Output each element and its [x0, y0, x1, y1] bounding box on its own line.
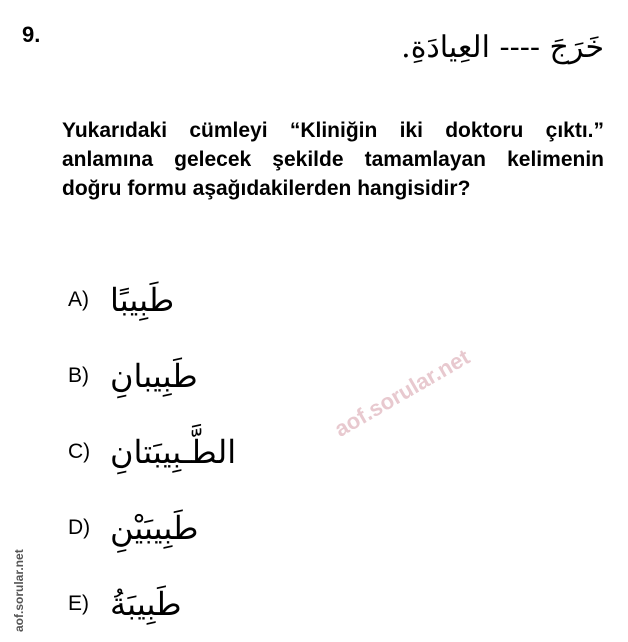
option-letter: C): [68, 440, 91, 463]
option-e[interactable]: [68, 566, 236, 642]
option-word: طَبِيبانِ: [110, 357, 198, 395]
option-letter: A): [68, 288, 89, 311]
option-word: طَبِيبَيْنِ: [110, 509, 199, 547]
center-watermark: aof.sorular.net: [330, 344, 474, 442]
option-word: طَبِيبَةُ: [110, 585, 182, 623]
option-a[interactable]: [68, 262, 236, 338]
option-letter: E): [68, 592, 89, 615]
answer-options: [68, 262, 236, 642]
option-d[interactable]: [68, 490, 236, 566]
option-word: طَبِيبًا: [110, 281, 175, 319]
option-letter: D): [68, 516, 91, 539]
option-c[interactable]: [68, 414, 236, 490]
arabic-sentence: خَرَجَ ---- العِيادَةِ.: [401, 30, 604, 65]
side-watermark: aof.sorular.net: [12, 549, 26, 632]
option-word: الطَّـبِيبَتانِ: [110, 433, 237, 471]
question-number: 9.: [22, 22, 41, 47]
question-text: Yukarıdaki cümleyi “Kliniğin iki doktoru çıktı.” anlamına gelecek şekilde tamamlayan kelimenin doğru formu aşağıdakilerden hangisidir?: [62, 119, 604, 200]
option-letter: B): [68, 364, 89, 387]
option-b[interactable]: [68, 338, 236, 414]
